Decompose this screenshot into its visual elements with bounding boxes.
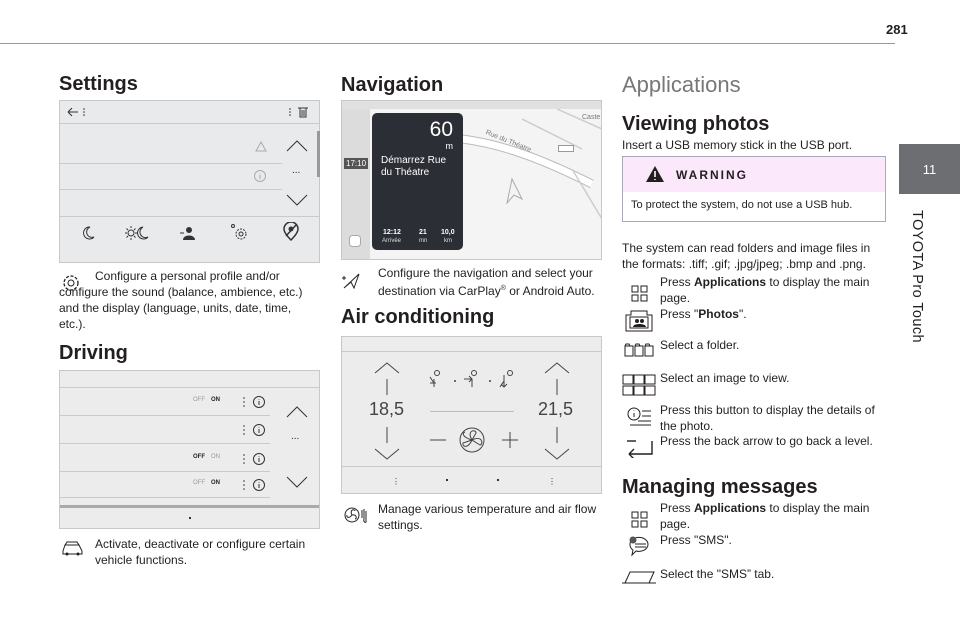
- info-icon[interactable]: [242, 423, 268, 437]
- toggle-off[interactable]: [190, 454, 223, 460]
- scrollbar[interactable]: [317, 131, 320, 177]
- ellipsis: ...: [291, 431, 300, 442]
- sms-tab-icon: [621, 570, 657, 584]
- photos-step-5: Press this button to display the details of the photo.: [660, 403, 875, 433]
- toggle-on[interactable]: [190, 397, 223, 403]
- messages-step-1: [660, 500, 888, 532]
- applications-grid-icon: [631, 511, 649, 529]
- distance-unit: m: [445, 141, 453, 151]
- fan-control[interactable]: [426, 425, 522, 457]
- settings-heading: Settings: [59, 73, 138, 95]
- step-text: to display the main page.: [660, 275, 870, 305]
- street-name: Rue du Théatre: [484, 129, 533, 154]
- managing-messages-heading: Managing messages: [622, 476, 818, 498]
- step-bold: Applications: [694, 501, 767, 515]
- navigation-arrow-icon: [341, 270, 363, 292]
- divider: [430, 411, 514, 412]
- photos-step-6: Press the back arrow to go back a level.: [660, 434, 873, 448]
- chevron-up-icon[interactable]: [285, 405, 309, 419]
- driving-description: Activate, deactivate or configure certain vehicle functions.: [95, 537, 306, 567]
- step-text: to display the main page.: [660, 501, 870, 531]
- profile-icon[interactable]: [178, 224, 196, 242]
- instruction-line-1: Démarrez Rue: [381, 155, 447, 166]
- air-conditioning-description: Manage various temperature and air flow settings.: [378, 502, 597, 532]
- photos-icon: [625, 310, 653, 332]
- map-roads: [462, 109, 602, 259]
- viewing-photos-heading: Viewing photos: [622, 113, 770, 135]
- car-icon: [61, 540, 85, 556]
- photos-step-4: Select an image to view.: [660, 371, 790, 385]
- divider: [60, 123, 319, 124]
- arrival-label: Arrivée: [382, 238, 402, 244]
- step-text: Press: [660, 501, 695, 515]
- warning-triangle-icon: [255, 141, 267, 153]
- header-rule: [0, 43, 895, 44]
- chapter-number: 11: [922, 161, 937, 177]
- toggle-on[interactable]: [190, 480, 223, 486]
- divider: [60, 471, 270, 472]
- toggle-off-label: OFF: [193, 454, 205, 460]
- toggle-off-label: OFF: [193, 397, 205, 403]
- warning-triangle-icon: [645, 165, 665, 183]
- step-text: Press: [660, 275, 695, 289]
- image-grid-icon: [622, 374, 656, 396]
- privacy-icon[interactable]: [280, 222, 302, 242]
- warning-text: To protect the system, do not use a USB hub.: [631, 199, 853, 211]
- navigation-description: [378, 265, 602, 299]
- chapter-tab: [899, 144, 960, 194]
- info-icon[interactable]: [242, 395, 268, 409]
- remaining-km: 10,0: [441, 229, 455, 236]
- nav-clock: 17:10: [346, 159, 367, 168]
- trash-icon[interactable]: [286, 105, 312, 119]
- info-icon: [253, 169, 267, 183]
- toggle-on-label: ON: [211, 397, 220, 403]
- warning-box: [622, 156, 886, 222]
- divider: [60, 189, 282, 190]
- applications-heading: Applications: [622, 72, 741, 97]
- info-icon[interactable]: [242, 452, 268, 466]
- info-icon[interactable]: [242, 478, 268, 492]
- road-sign: [558, 145, 574, 152]
- step-text: Press ": [660, 307, 699, 321]
- scrollbar[interactable]: [60, 505, 319, 508]
- settings-gear-icon[interactable]: [230, 223, 250, 243]
- navigation-description-text: Configure the navigation and select your destination via CarPlay: [378, 266, 593, 298]
- divider: [60, 387, 319, 388]
- back-arrow-icon: [626, 438, 654, 458]
- next-turn-distance: 60: [429, 118, 453, 141]
- air-conditioning-screen: [341, 336, 602, 494]
- chevron-down-icon[interactable]: [285, 475, 309, 489]
- toggle-off-label: OFF: [193, 480, 205, 486]
- page-number: 281: [886, 22, 908, 37]
- step-bold: Applications: [694, 275, 767, 289]
- right-temperature: 21,5: [538, 399, 574, 419]
- climate-fan-icon: [343, 505, 371, 525]
- photos-step-3: Select a folder.: [660, 338, 740, 352]
- page-indicator-dot: [189, 517, 191, 519]
- registered-mark: ®: [500, 285, 506, 292]
- sms-icon: [626, 535, 652, 559]
- divider: [60, 216, 319, 217]
- air-conditioning-heading: Air conditioning: [341, 306, 495, 328]
- nav-instruction-panel: [372, 113, 463, 250]
- folder-list-icon: [624, 342, 654, 358]
- warning-title: WARNING: [676, 168, 748, 182]
- map-label: Caste: [582, 114, 601, 121]
- remaining-minutes: 21: [419, 229, 427, 236]
- step-text: ".: [738, 307, 747, 321]
- toggle-on-label: ON: [211, 480, 220, 486]
- settings-description: Configure a personal profile and/or configure the sound (balance, ambience, etc.) and the display (language, units, date, time, etc.).: [59, 269, 303, 331]
- driving-screen: [59, 370, 320, 529]
- chevron-up-icon[interactable]: [285, 139, 309, 153]
- back-arrow-icon[interactable]: [66, 106, 88, 118]
- menu-dots[interactable]: ⋮: [392, 477, 400, 486]
- driving-heading: Driving: [59, 342, 128, 364]
- instruction-line-2: du Théatre: [381, 167, 430, 178]
- dot: [497, 479, 499, 481]
- details-icon: [626, 405, 652, 427]
- chevron-down-icon[interactable]: [285, 193, 309, 207]
- day-night-icon[interactable]: [124, 224, 150, 242]
- navigation-screen: [341, 100, 602, 260]
- minutes-label: mn: [419, 238, 428, 244]
- divider: [60, 415, 270, 416]
- navigation-heading: Navigation: [341, 74, 444, 96]
- ellipsis: ...: [292, 165, 301, 176]
- step-bold: Photos: [698, 307, 739, 321]
- messages-step-2: Press "SMS".: [660, 533, 732, 547]
- divider: [60, 497, 270, 498]
- home-button-icon[interactable]: [348, 234, 362, 248]
- dot: [446, 479, 448, 481]
- map-top-strip: [342, 101, 601, 109]
- moon-icon[interactable]: [80, 225, 96, 241]
- messages-step-3: Select the "SMS” tab.: [660, 567, 775, 581]
- settings-screen: [59, 100, 320, 263]
- photos-step-2: [660, 306, 888, 322]
- toggle-on-label: ON: [211, 454, 220, 460]
- warning-header: [623, 157, 885, 192]
- navigation-description-end: or Android Auto.: [505, 284, 595, 298]
- divider: [60, 443, 270, 444]
- chapter-title: TOYOTA Pro Touch: [909, 210, 925, 343]
- divider: [60, 163, 282, 164]
- divider: [342, 351, 601, 352]
- applications-grid-icon: [631, 285, 649, 303]
- airflow-mode-icons[interactable]: [428, 369, 524, 389]
- arrival-time: 12:12: [383, 229, 401, 236]
- menu-dots[interactable]: ⋮: [548, 477, 556, 486]
- km-label: km: [444, 238, 452, 244]
- viewing-photos-intro: Insert a USB memory stick in the USB port.: [622, 138, 853, 152]
- photos-step-1: [660, 274, 888, 306]
- left-temperature: 18,5: [369, 399, 405, 419]
- supported-formats: The system can read folders and image files in the formats: .tiff; .gif; .jpg/jpeg; .bmp and .png.: [622, 241, 871, 271]
